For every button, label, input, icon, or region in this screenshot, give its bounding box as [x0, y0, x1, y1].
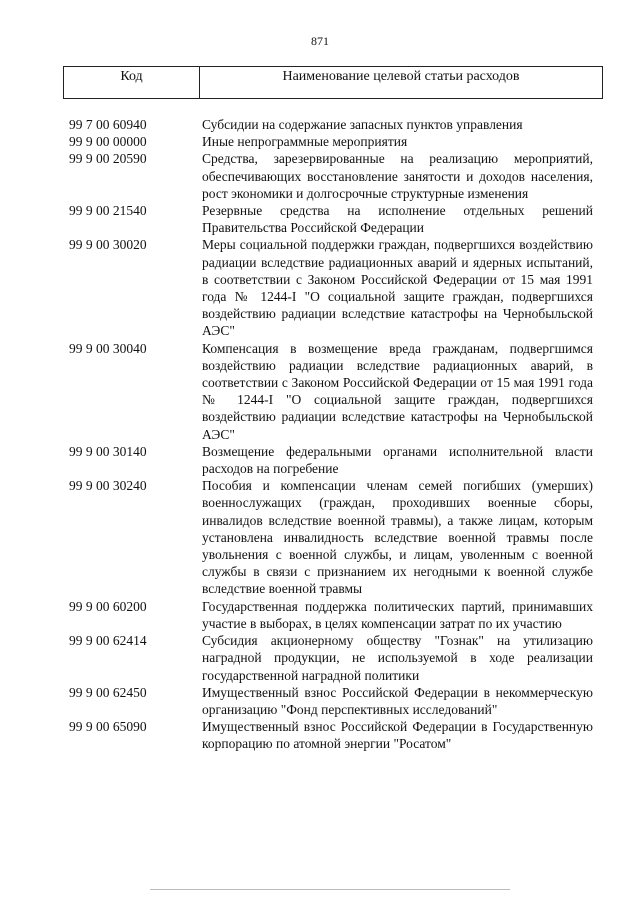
table-row	[63, 150, 593, 202]
page-bottom-edge	[150, 889, 510, 890]
row-code: 99 9 00 00000	[69, 134, 147, 150]
table-row	[63, 133, 593, 150]
row-code: 99 9 00 62450	[69, 684, 147, 700]
row-name: Государственная поддержка политических партий, принимавших участие в выборах, в целях компенсации затрат по их участию	[202, 598, 593, 631]
table-row	[63, 236, 593, 339]
row-code: 99 9 00 20590	[69, 151, 147, 167]
expense-rows	[63, 116, 593, 753]
row-code: 99 7 00 60940	[69, 117, 147, 132]
table-row	[63, 598, 593, 632]
row-code: 99 9 00 30140	[69, 443, 147, 459]
page-number: 871	[311, 34, 329, 48]
row-name: Пособия и компенсации членам семей погибших (умерших) военнослужащих (граждан, проходивших военные сборы, инвалидов вследствие военной травмы), а также лицам, которым установлена инвалидность вследствие военной травмы после увольнения с военной службы, и лицам, уволенным с военной службы в связи с признанием их негодными к военной службе вследствие военной травмы	[202, 478, 593, 597]
table-row	[63, 116, 593, 133]
row-code: 99 9 00 30240	[69, 478, 147, 494]
row-code: 99 9 00 30040	[69, 340, 147, 356]
row-code: 99 9 00 65090	[69, 719, 147, 735]
row-name: Субсидия акционерному обществу "Гознак" на утилизацию наградной продукции, не используемой в ходе реализации государственной наградной политики	[202, 633, 593, 683]
row-code: 99 9 00 60200	[69, 598, 147, 614]
table-row	[63, 477, 593, 597]
row-name: Компенсация в возмещение вреда гражданам, подвергшимся воздействию радиации вследствие радиационных аварий, в соответствии с Законом Российской Федерации от 15 мая 1991 года № 1244-I "О социальной защите граждан, подвергшихся воздействию радиации вследствие катастрофы на Чернобыльской АЭС"	[202, 340, 593, 442]
table-row	[63, 202, 593, 236]
header-name-label: Наименование целевой статьи расходов	[282, 69, 520, 84]
table-row	[63, 340, 593, 443]
row-name: Средства, зарезервированные на реализацию мероприятий, обеспечивающих восстановление занятости и доходов населения, рост экономики и долгосрочные структурные изменения	[202, 151, 593, 201]
row-code: 99 9 00 62414	[69, 633, 147, 649]
row-name: Имущественный взнос Российской Федерации в Государственную корпорацию по атомной энергии "Росатом"	[202, 719, 593, 752]
table-header	[63, 66, 603, 99]
row-name: Резервные средства на исполнение отдельных решений Правительства Российской Федерации	[202, 203, 593, 236]
header-code-label: Код	[64, 67, 200, 98]
table-row	[63, 632, 593, 684]
row-name: Субсидии на содержание запасных пунктов управления	[202, 117, 523, 132]
row-code: 99 9 00 30020	[69, 237, 147, 253]
table-row	[63, 684, 593, 718]
row-code: 99 9 00 21540	[69, 203, 147, 219]
table-row	[63, 718, 593, 752]
row-name: Возмещение федеральными органами исполнительной власти расходов на погребение	[202, 443, 593, 477]
row-name: Меры социальной поддержки граждан, подвергшихся воздействию радиации вследствие радиационных аварий и ядерных испытаний, в соответствии с Законом Российской Федерации от 15 мая 1991 года № 1244-I "О социальной защите граждан, подвергшихся воздействию радиации вследствие катастрофы на Чернобыльской АЭС"	[202, 237, 593, 339]
table-row	[63, 443, 593, 477]
row-name: Имущественный взнос Российской Федерации в некоммерческую организацию "Фонд перспективных исследований"	[202, 684, 593, 717]
row-name: Иные непрограммные мероприятия	[202, 134, 408, 150]
